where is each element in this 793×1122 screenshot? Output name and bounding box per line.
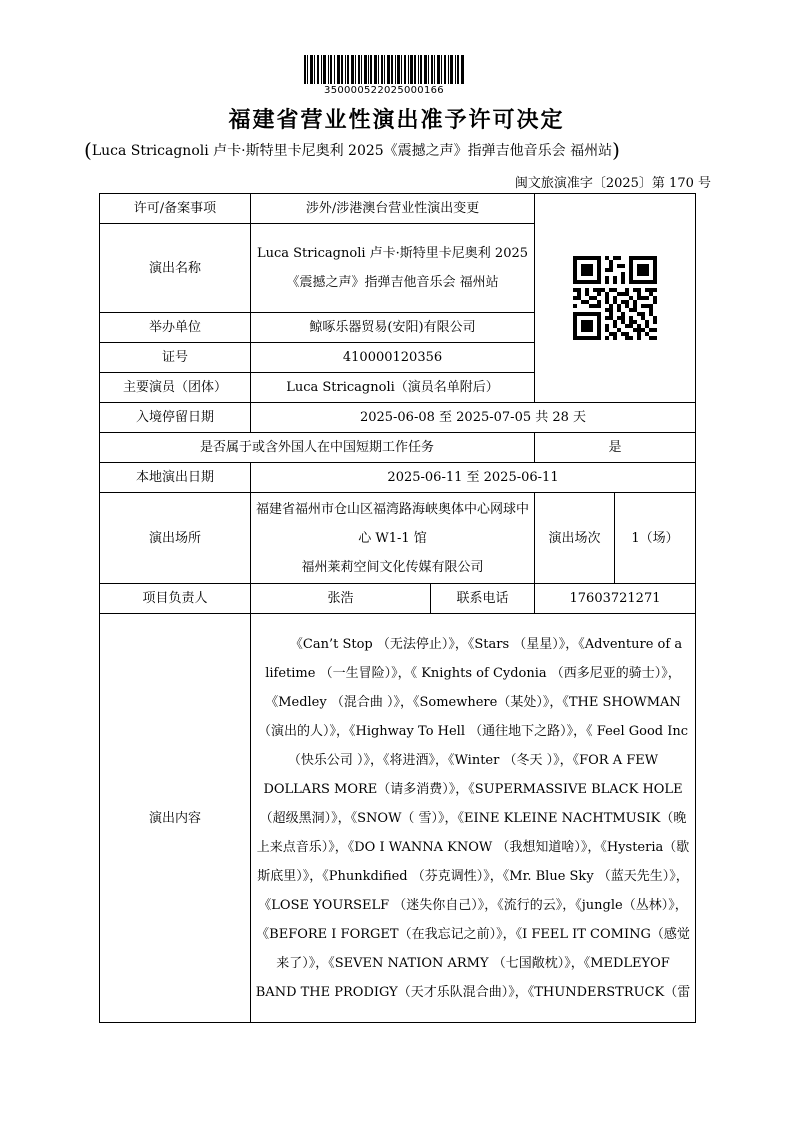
- program-list: 《Can’t Stop （无法停止）》，《Stars （星星）》，《Adventure of a lifetime （一生冒险）》，《 Knights of Cydonia （西多尼亚的骑士）》，《Medley （混合曲 ）》，《Somewhere（某处）》，《THE SHOWMAN（演出的人）》，《Highway To Hell （通往地下之路）》，《 Feel Good Inc （快乐公司 ）》，《将进酒》，《Winter （冬天 ）》，《FOR A FEW DOLLARS MORE（请多消费）》，《SUPERMASSIVE BLACK HOLE （超级黑洞）》，《SNOW（ 雪）》，《EINE KLEINE NACHTMUSIK（晚上来点音乐）》，《DO I WANNA KNOW （我想知道啥）》，《Hysteria（歇斯底里）》，《Phunkdified （芬克调性）》，《Mr. Blue Sky （蓝天先生）》，《LOSE YOURSELF （迷失你自己）》，《流行的云》，《jungle（丛林）》，《BEFORE I FORGET（在我忘记之前）》，《I FEEL IT COMING（感觉来了）》，《SEVEN NATION ARMY （七国敞枕）》，《MEDLEYOF BAND THE PRODIGY（天才乐队混合曲）》，《THUNDERSTRUCK（雷: [255, 636, 691, 1000]
- sessions-label: 演出场次: [535, 493, 615, 584]
- performer-value: Luca Stricagnoli（演员名单附后）: [251, 373, 535, 403]
- venue-value: [251, 493, 535, 584]
- qr-code: [573, 256, 657, 340]
- page-title: 福建省营业性演出准予许可决定: [228, 107, 565, 133]
- license-value: 410000120356: [251, 343, 535, 373]
- qr-code-cell: [535, 194, 696, 403]
- short-work-label: 是否属于或含外国人在中国短期工作任务: [100, 433, 535, 463]
- table-row: [100, 584, 696, 614]
- permit-type-value: 涉外/涉港澳台营业性演出变更: [251, 194, 535, 224]
- phone-label: 联系电话: [431, 584, 535, 614]
- table-row: [100, 463, 696, 493]
- document-number: 闽文旅演准字〔2025〕第 170 号: [514, 176, 711, 191]
- table-row: [100, 433, 696, 463]
- performer-label: 主要演员（团体）: [100, 373, 251, 403]
- content-label: 演出内容: [100, 614, 251, 1023]
- table-row: [100, 194, 696, 224]
- local-dates-value: 2025-06-11 至 2025-06-11: [251, 463, 696, 493]
- table-row: [100, 493, 696, 584]
- license-label: 证号: [100, 343, 251, 373]
- show-name-label: 演出名称: [100, 224, 251, 313]
- local-dates-label: 本地演出日期: [100, 463, 251, 493]
- stay-label: 入境停留日期: [100, 403, 251, 433]
- organizer-value: 鲸啄乐器贸易(安阳)有限公司: [251, 313, 535, 343]
- page-subtitle: (Luca Stricagnoli 卢卡·斯特里卡尼奥利 2025《震撼之声》指弹吉他音乐会 福州站): [84, 138, 620, 162]
- barcode-number: 350000522025000166: [324, 85, 444, 96]
- table-row: [100, 403, 696, 433]
- permit-type-label: 许可/备案事项: [100, 194, 251, 224]
- venue-label: 演出场所: [100, 493, 251, 584]
- show-name-value: Luca Stricagnoli 卢卡·斯特里卡尼奥利 2025《震撼之声》指弹吉他音乐会 福州站: [251, 224, 535, 313]
- sessions-value: 1（场）: [615, 493, 696, 584]
- barcode: [304, 55, 464, 84]
- manager-label: 项目负责人: [100, 584, 251, 614]
- manager-value: 张浩: [251, 584, 431, 614]
- venue-operator: 福州莱莉空间文化传媒有限公司: [301, 559, 484, 575]
- content-value: [251, 614, 696, 1023]
- organizer-label: 举办单位: [100, 313, 251, 343]
- stay-value: 2025-06-08 至 2025-07-05 共 28 天: [251, 403, 696, 433]
- phone-value: 17603721271: [535, 584, 696, 614]
- venue-address: 福建省福州市仓山区福湾路海峡奥体中心网球中心 W1-1 馆: [256, 501, 530, 546]
- short-work-value: 是: [535, 433, 696, 463]
- permit-table: [99, 193, 696, 1023]
- table-row: [100, 614, 696, 1023]
